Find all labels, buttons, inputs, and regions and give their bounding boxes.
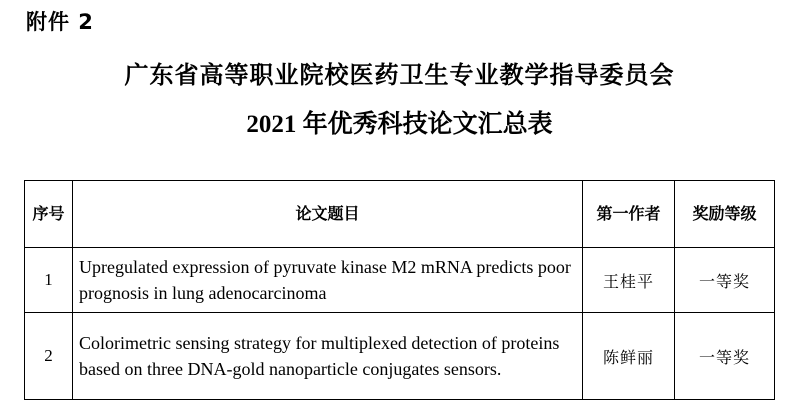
column-header-index: 序号 [25,181,73,248]
cell-award-level: 一等奖 [675,248,775,313]
attachment-label: 附件 2 [26,10,94,34]
cell-index: 2 [25,313,73,400]
page-title-line-1: 广东省高等职业院校医药卫生专业教学指导委员会 [124,61,675,89]
table-row [25,313,775,400]
papers-table [24,180,775,400]
table-header-row [25,181,775,248]
cell-paper-title: Colorimetric sensing strategy for multiplexed detection of proteins based on three DNA-gold nanoparticle conjugates sensors. [73,313,583,400]
cell-paper-title: Upregulated expression of pyruvate kinase M2 mRNA predicts poor prognosis in lung adenocarcinoma [73,248,583,313]
column-header-first-author: 第一作者 [583,181,675,248]
column-header-award-level: 奖励等级 [675,181,775,248]
cell-first-author: 王桂平 [583,248,675,313]
column-header-paper-title: 论文题目 [73,181,583,248]
page-title-line-2: 2021 年优秀科技论文汇总表 [246,111,553,138]
table-row [25,248,775,313]
cell-index: 1 [25,248,73,313]
cell-first-author: 陈鲜丽 [583,313,675,400]
cell-award-level: 一等奖 [675,313,775,400]
